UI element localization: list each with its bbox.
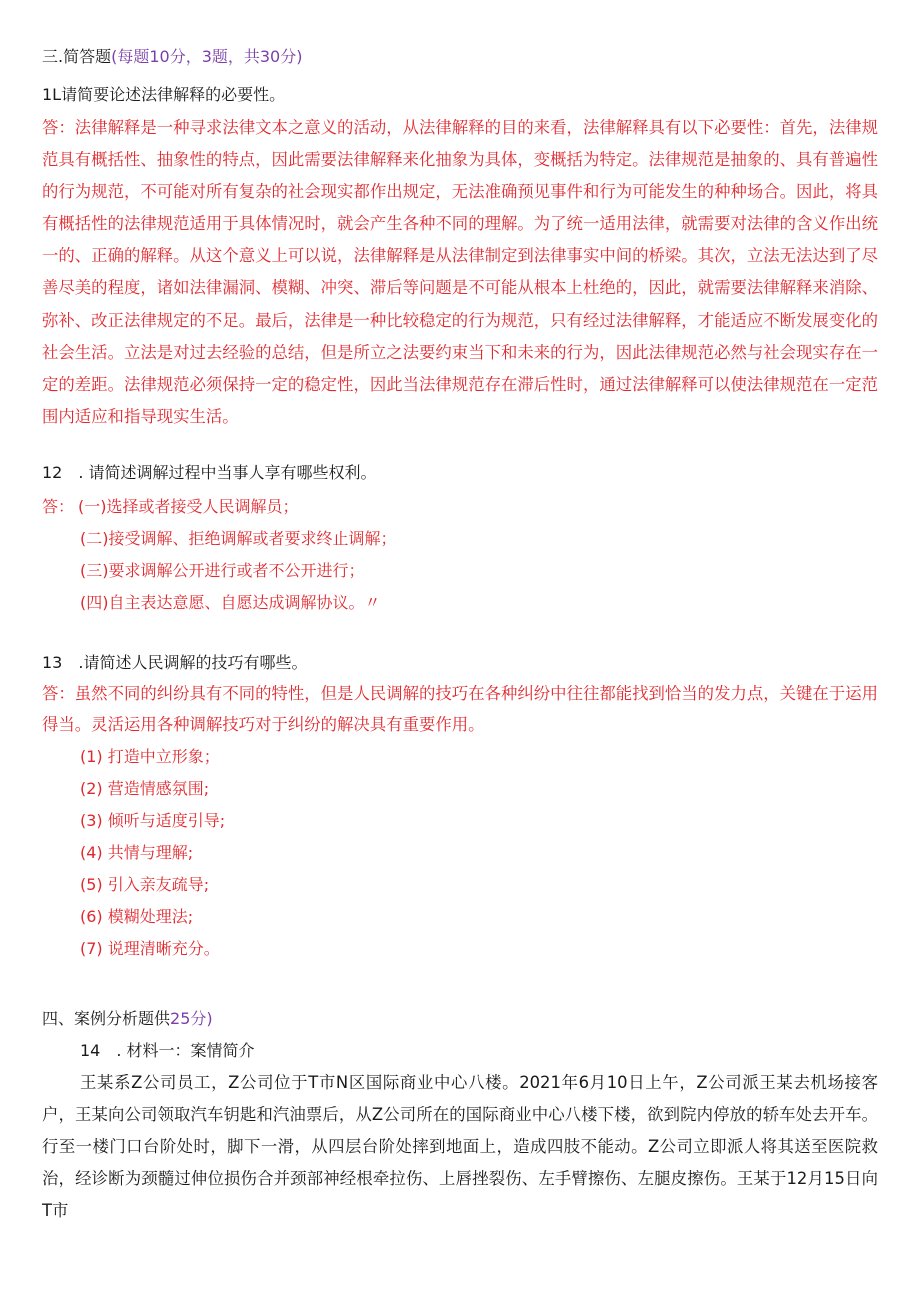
answer-13: 答：虽然不同的纠纷具有不同的特性，但是人民调解的技巧在各种纠纷中往往都能找到恰当的发力点，关键在于运用得当。灵活运用各种调解技巧对于纠纷的解决具有重要作用。 (42, 684, 878, 734)
answer-12-list (78, 491, 397, 619)
list-item: (7) 说理清晰充分。 (80, 939, 220, 958)
answer-11: 答：法律解释是一种寻求法律文本之意义的活动，从法律解释的目的来看，法律解释具有以下必要性：首先，法律规范具有概括性、抽象性的特点，因此需要法律解释来化抽象为具体，变概括为特定。法律规范是抽象的、具有普遍性的行为规范，不可能对所有复杂的社会现实都作出规定，无法准确预见事件和行为可能发生的种种场合。因此，将具有概括性的法律规范适用于具体情况时，就会产生各种不同的理解。为了统一适用法律，就需要对法律的含义作出统一的、正确的解释。从这个意义上可以说，法律解释是从法律制定到法律事实中间的桥梁。其次，立法无法达到了尽善尽美的程度，诸如法律漏洞、模糊、冲突、滞后等问题是不可能从根本上杜绝的，因此，就需要法律解释来消除、弥补、改正法律规定的不足。最后，法律是一种比较稳定的行为规范，只有经过法律解释，才能适应不断发展变化的社会生活。立法是对过去经验的总结，但是所立之法要约束当下和未来的行为，因此法律规范必然与社会现实存在一定的差距。法律规范必须保持一定的稳定性，因此当法律规范存在滞后性时，通过法律解释可以使法律规范在一定范围内适应和指导现实生活。 (42, 118, 878, 426)
answer-prefix: 答： (42, 497, 75, 516)
question-13: 13 .请简述人民调解的技巧有哪些。 (42, 653, 308, 672)
list-item: (4) 共情与理解; (80, 843, 194, 862)
answer-13-list (80, 741, 225, 965)
list-item: (5) 引入亲友疏导; (80, 875, 210, 894)
list-item: (1) 打造中立形象； (80, 747, 220, 766)
section-3-score-note: (每题10分，3题，共30分) (111, 47, 303, 66)
list-item: (3) 倾听与适度引导; (80, 811, 226, 830)
section-3-title: 三.简答题 (42, 47, 112, 66)
section-4-heading (42, 1008, 213, 1030)
list-item: (二)接受调解、拒绝调解或者要求终止调解； (80, 529, 397, 548)
case-description: 王某系Z公司员工，Z公司位于T市N区国际商业中心八楼。2021年6月10日上午，Z公司派王某去机场接客户，王某向公司领取汽车钥匙和汽油票后，从Z公司所在的国际商业中心八楼下楼，欲到院内停放的轿车处去开车。行至一楼门口台阶处时，脚下一滑，从四层台阶处摔到地面上，造成四肢不能动。Z公司立即派人将其送至医院救治，经诊断为颈髓过伸位损伤合并颈部神经根牵拉伤、上唇挫裂伤、左手臂擦伤、左腿皮擦伤。王某于12月15日向T市 (42, 1073, 878, 1221)
section-4-title: 四、案例分析题供 (42, 1009, 171, 1028)
list-item: (6) 模糊处理法; (80, 907, 194, 926)
list-item: (四)自主表达意愿、自愿达成调解协议。〃 (80, 593, 381, 612)
question-12: 12 . 请简述调解过程中当事人享有哪些权利。 (42, 463, 377, 482)
section-4-score-note: 25分) (170, 1009, 213, 1028)
answer-12-prefix (42, 491, 74, 523)
question-14-title: 14 . 材料一：案情简介 (80, 1041, 255, 1060)
list-item: (2) 营造情感氛围; (80, 779, 210, 798)
question-11: 1L请简要论述法律解释的必要性。 (42, 85, 286, 104)
list-item: (三)要求调解公开进行或者不公开进行； (80, 561, 365, 580)
list-item: (一)选择或者接受人民调解员； (78, 497, 299, 516)
section-3-heading (42, 46, 302, 68)
